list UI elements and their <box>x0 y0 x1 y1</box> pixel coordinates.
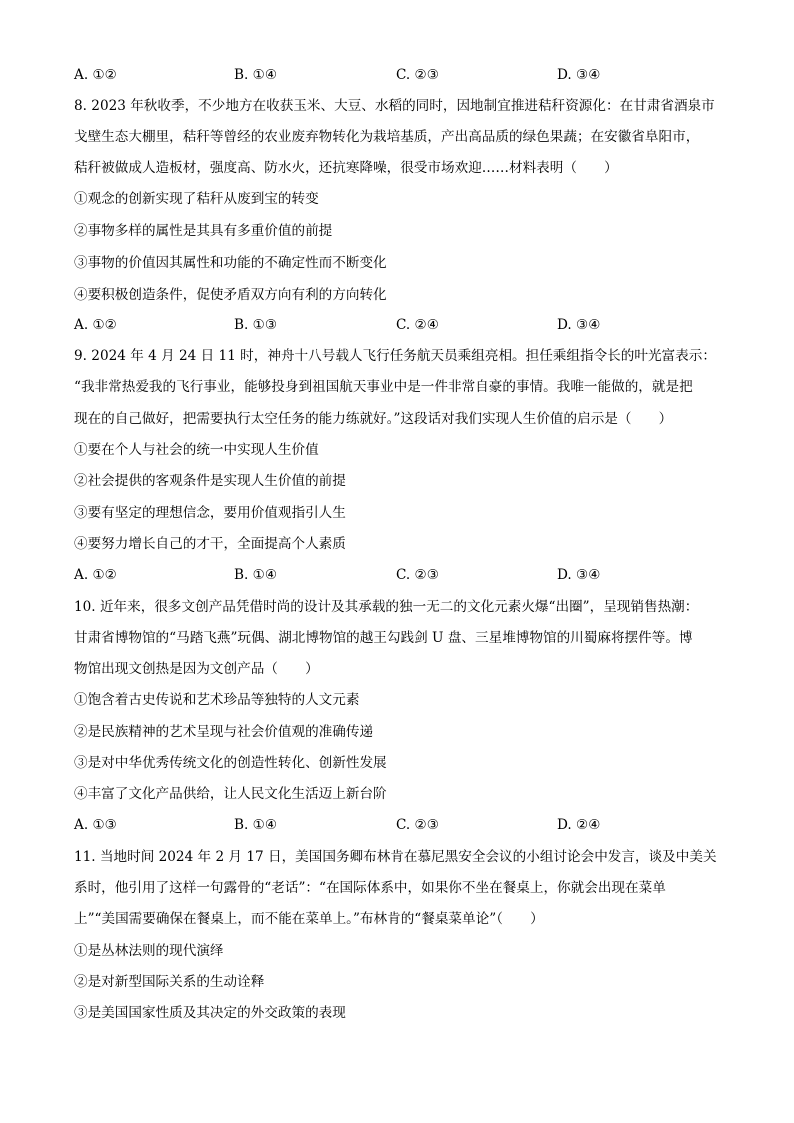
option-b: B. ①④ <box>234 67 278 83</box>
q9-item-3: ③要有坚定的理想信念，要用价值观指引人生 <box>74 505 346 521</box>
q8-item-2: ②事物多样的属性是其具有多重价值的前提 <box>74 223 333 239</box>
q8-item-4: ④要积极创造条件，促使矛盾双方向有利的方向转化 <box>74 287 387 303</box>
q9-stem-line: 9. 2024 年 4 月 24 日 11 时，神舟十八号载人飞行任务航天员乘组亮相。担任乘组指令长的叶光富表示： <box>74 348 716 364</box>
q11-stem-line: 11. 当地时间 2024 年 2 月 17 日，美国国务卿布林肯在慕尼黑安全会议的小组讨论会中发言，谈及中美关 <box>74 849 717 865</box>
option-d: D. ②④ <box>557 817 601 833</box>
q8-stem-line: 秸秆被做成人造板材，强度高、防水火，还抗寒降噪，很受市场欢迎……材料表明（ ） <box>74 160 618 176</box>
q11-item-2: ②是对新型国际关系的生动诠释 <box>74 974 265 990</box>
q10-options <box>74 816 734 834</box>
q10-item-4: ④丰富了文化产品供给，让人民文化生活迈上新台阶 <box>74 786 387 802</box>
option-c: C. ②③ <box>396 67 439 83</box>
q9-item-1: ①要在个人与社会的统一中实现人生价值 <box>74 442 319 458</box>
q9-stem-line: 现在的自己做好，把需要执行太空任务的能力练就好。”这段话对我们实现人生价值的启示是（ ） <box>74 411 673 427</box>
q10-item-2: ②是民族精神的艺术呈现与社会价值观的准确传递 <box>74 724 374 740</box>
option-a: A. ①③ <box>74 817 117 833</box>
q9-item-2: ②社会提供的客观条件是实现人生价值的前提 <box>74 473 346 489</box>
q7-options <box>74 66 734 84</box>
option-c: C. ②③ <box>396 567 439 583</box>
q11-stem-line: 系时，他引用了这样一句露骨的“老话”：“在国际体系中，如果你不坐在餐桌上，你就会出现在菜单 <box>74 880 666 896</box>
q11-item-1: ①是丛林法则的现代演绎 <box>74 943 224 959</box>
q8-stem-line: 8. 2023 年秋收季，不少地方在收获玉米、大豆、水稻的同时，因地制宜推进秸秆资源化：在甘肃省酒泉市 <box>74 98 715 114</box>
option-a: A. ①② <box>74 67 117 83</box>
q10-stem-line: 物馆出现文创热是因为文创产品（ ） <box>74 661 319 677</box>
q10-item-3: ③是对中华优秀传统文化的创造性转化、创新性发展 <box>74 755 387 771</box>
q8-item-1: ①观念的创新实现了秸秆从废到宝的转变 <box>74 191 319 207</box>
q10-stem-line: 甘肃省博物馆的“马踏飞燕”玩偶、湖北博物馆的越王勾践剑 U 盘、三星堆博物馆的川蜀麻将摆件等。博 <box>74 630 693 646</box>
q8-item-3: ③事物的价值因其属性和功能的不确定性而不断变化 <box>74 255 387 271</box>
q8-stem-line: 戈壁生态大棚里，秸秆等曾经的农业废弃物转化为栽培基质，产出高品质的绿色果蔬；在安徽省阜阳市， <box>74 129 700 145</box>
option-b: B. ①④ <box>234 817 278 833</box>
q9-item-4: ④要努力增长自己的才干，全面提高个人素质 <box>74 536 346 552</box>
option-c: C. ②④ <box>396 317 439 333</box>
q11-item-3: ③是美国国家性质及其决定的外交政策的表现 <box>74 1005 346 1021</box>
option-a: A. ①② <box>74 567 117 583</box>
option-b: B. ①④ <box>234 567 278 583</box>
option-b: B. ①③ <box>234 317 278 333</box>
option-a: A. ①② <box>74 317 117 333</box>
option-d: D. ③④ <box>557 317 601 333</box>
q9-stem-line: “我非常热爱我的飞行事业，能够投身到祖国航天事业中是一件非常自豪的事情。我唯一能做的，就是把 <box>74 379 693 395</box>
option-d: D. ③④ <box>557 567 601 583</box>
option-c: C. ②③ <box>396 817 439 833</box>
q9-options <box>74 566 734 584</box>
q11-stem-line: 上”“美国需要确保在餐桌上，而不能在菜单上。”布林肯的“餐桌菜单论”（ ） <box>74 911 544 927</box>
q10-stem-line: 10. 近年来，很多文创产品凭借时尚的设计及其承载的独一无二的文化元素火爆“出圈”，呈现销售热潮： <box>74 599 699 615</box>
q8-options <box>74 316 734 334</box>
option-d: D. ③④ <box>557 67 601 83</box>
q10-item-1: ①饱含着古史传说和艺术珍品等独特的人文元素 <box>74 692 360 708</box>
